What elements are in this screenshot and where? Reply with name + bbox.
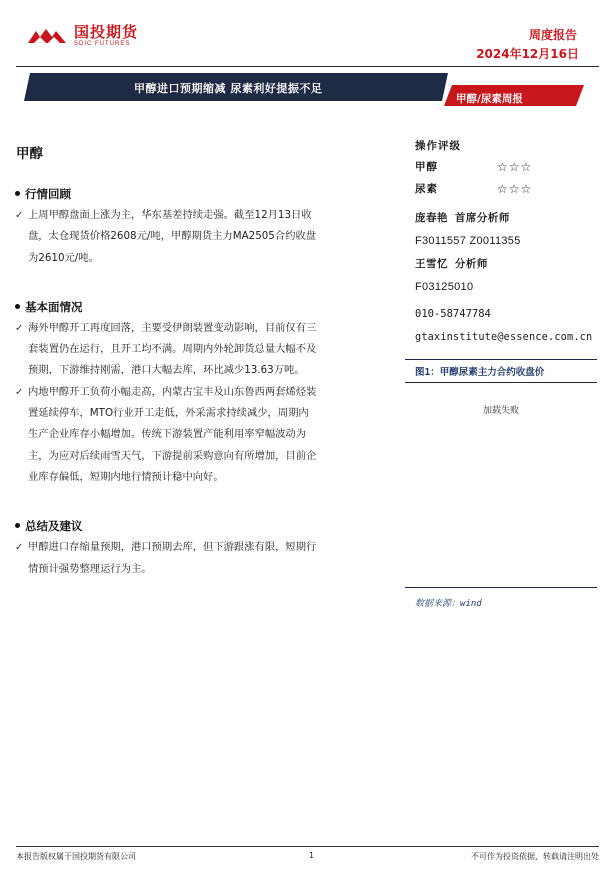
main-content xyxy=(14,186,372,604)
rating-row xyxy=(415,156,605,178)
header-divider xyxy=(16,66,599,67)
item-line: 主，为应对后续雨雪天气，下游提前采购意向有所增加，目前企 xyxy=(28,449,317,462)
bullet-icon xyxy=(15,304,20,309)
item-line: 置延续停车，MTO行业开工走低，外采需求持续减少，周期内 xyxy=(28,407,309,420)
star-rating-icon: ☆☆☆ xyxy=(497,182,533,196)
section-title: 行情回顾 xyxy=(25,187,71,201)
figure-rule-bottom xyxy=(405,587,597,588)
item-line: 套装置仍在运行，且开工均不满。周期内外轮卸货总量大幅不及 xyxy=(28,343,317,356)
contact-info xyxy=(415,303,615,349)
item-line: 预期，下游维持刚需，港口大幅去库，环比减少13.63万吨。 xyxy=(28,364,305,377)
check-icon: ✓ xyxy=(15,210,24,221)
section-title: 基本面情况 xyxy=(25,299,83,314)
logo-subtitle: SDIC FUTURES xyxy=(74,41,131,47)
figure-title: 图1：甲醇尿素主力合约收盘价 xyxy=(415,367,545,378)
footer-divider xyxy=(16,846,599,847)
footer-copyright: 本报告版权属于国投期货有限公司 xyxy=(16,852,136,861)
report-title: 甲醇进口预期缩减 尿素利好提振不足 xyxy=(134,82,323,95)
analyst-name: 庞春艳 首席分析师 xyxy=(415,212,510,224)
item-line: 盘，太仓现货价格2608元/吨，甲醇期货主力MA2505合约收盘 xyxy=(28,230,317,243)
figure-rule-top xyxy=(405,359,597,360)
figure-source: 数据来源：wind xyxy=(415,599,482,609)
bullet-icon xyxy=(15,191,20,196)
report-type: 周度报告 xyxy=(528,28,577,42)
item-line: 海外甲醇开工再度回落，主要受伊朗装置变动影响，目前仅有三 xyxy=(28,321,317,334)
commodity-heading: 甲醇 xyxy=(16,146,43,162)
section-title: 总结及建议 xyxy=(25,519,83,534)
phone-number: 010-58747784 xyxy=(415,308,491,320)
rating-title: 操作评级 xyxy=(415,140,461,152)
logo-mark-icon xyxy=(26,25,68,47)
analyst-name: 王雪忆 分析师 xyxy=(415,258,488,270)
list-item xyxy=(14,318,372,382)
report-tag: 甲醇/尿素周报 xyxy=(456,93,523,105)
title-banner xyxy=(24,73,584,106)
list-item xyxy=(14,382,372,488)
list-item xyxy=(14,537,372,580)
figure-rule-mid xyxy=(405,382,597,383)
item-line: 生产企业库存小幅增加。传统下游装置产能利用率窄幅波动为 xyxy=(28,428,307,441)
check-icon: ✓ xyxy=(15,322,24,334)
rating-name: 甲醇 xyxy=(415,161,438,173)
figure-load-failed: 加载失败 xyxy=(482,406,519,416)
check-icon: ✓ xyxy=(15,542,24,554)
report-date: 2024年12月16日 xyxy=(476,47,579,61)
footer-disclaimer: 不可作为投资依据，转载请注明出处 xyxy=(471,852,599,861)
item-line: 为2610元/吨。 xyxy=(28,251,99,264)
item-line: 内地甲醇开工负荷小幅走高，内蒙古宝丰及山东鲁西两套烯烃装 xyxy=(28,385,317,398)
list-item xyxy=(14,205,372,269)
analyst-license: F03125010 xyxy=(415,281,474,293)
analyst-list xyxy=(415,207,605,299)
section-fundamentals xyxy=(14,299,372,488)
email-link[interactable]: gtaxinstitute@essence.com.cn xyxy=(415,332,593,343)
star-rating-icon: ☆☆☆ xyxy=(497,160,533,174)
analyst-license: F3011557 Z0011355 xyxy=(415,235,521,247)
section-summary xyxy=(14,518,372,580)
rating-name: 尿素 xyxy=(415,183,438,195)
check-icon: ✓ xyxy=(15,386,24,398)
page-number: 1 xyxy=(309,851,315,860)
item-line: 业库存偏低，短期内地行情预计稳中向好。 xyxy=(28,470,224,483)
bullet-icon xyxy=(15,523,20,528)
rating-panel xyxy=(415,136,605,200)
item-line: 情预计强势整理运行为主。 xyxy=(28,562,152,575)
company-logo xyxy=(26,24,138,48)
rating-row xyxy=(415,178,605,200)
section-market-review xyxy=(14,186,372,269)
item-line: 甲醇进口存缩量预期，港口预期去库，但下游跟涨有限，短期行 xyxy=(28,541,317,554)
item-line: 上周甲醇盘面上涨为主，华东基差持续走强。截至12月13日收 xyxy=(28,209,312,221)
logo-name: 国投期货 xyxy=(74,23,139,41)
